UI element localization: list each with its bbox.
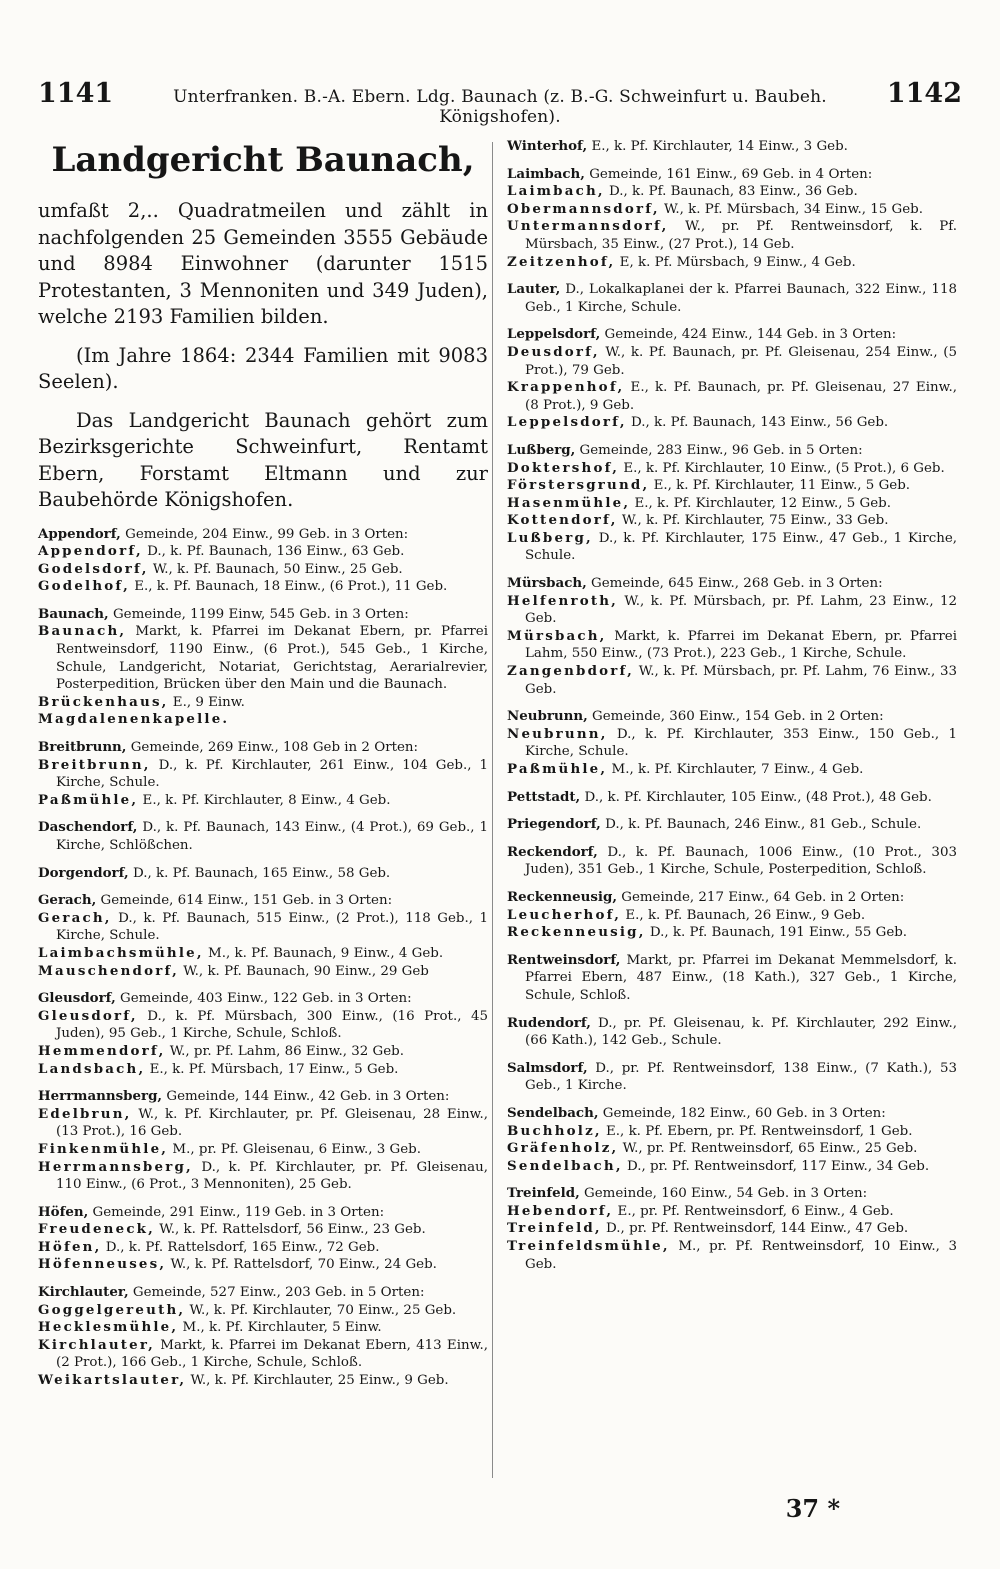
- place-name: Reckenneusig,: [507, 888, 617, 905]
- place-entry: [38, 1141, 488, 1159]
- place-name: Leppelsdorf,: [507, 326, 601, 343]
- place-details: W., k. Pf. Rattelsdorf, 70 Einw., 24 Geb.: [166, 1257, 437, 1273]
- place-details: W., k. Pf. Rattelsdorf, 56 Einw., 23 Geb.: [155, 1222, 426, 1238]
- place-entry: [507, 1238, 957, 1273]
- place-name: Helfenroth,: [507, 592, 619, 609]
- place-name: Dorgendorf,: [38, 864, 129, 881]
- place-entry: [38, 711, 488, 729]
- place-entry: [38, 910, 488, 945]
- entry-group: [507, 816, 957, 834]
- place-name: Laimbach,: [507, 165, 585, 182]
- place-details: D., k. Pf. Baunach, 1006 Einw., (10 Prot., 303 Juden), 351 Geb., 1 Kirche, Schule, Posterpedition, Schloß.: [525, 844, 957, 878]
- place-entry: [38, 1372, 488, 1390]
- municipality-entry: [507, 442, 957, 460]
- entry-group: [507, 952, 957, 1005]
- place-entry: [38, 1159, 488, 1194]
- entry-group: [507, 708, 957, 778]
- entry-group: [38, 606, 488, 729]
- place-details: D., Lokalkaplanei der k. Pfarrei Baunach, 322 Einw., 118 Geb., 1 Kirche, Schule.: [525, 282, 957, 315]
- place-details: W., pr. Pf. Lahm, 86 Einw., 32 Geb.: [165, 1043, 404, 1059]
- place-details: E., pr. Pf. Rentweinsdorf, 6 Einw., 4 Geb.: [613, 1203, 894, 1219]
- place-entry: [38, 792, 488, 810]
- place-name: Salmsdorf,: [507, 1059, 588, 1076]
- entry-group: [507, 281, 957, 316]
- place-details: D., pr. Pf. Rentweinsdorf, 144 Einw., 47 Geb.: [601, 1221, 909, 1237]
- place-name: Hebendorf,: [507, 1202, 614, 1219]
- place-details: Markt, pr. Pfarrei im Dekanat Memmelsdorf, k. Pfarrei Ebern, 487 Einw., (18 Kath.), 327 Geb., 1 Kirche, Schule, Schloß.: [525, 952, 957, 1003]
- place-details: M., k. Pf. Kirchlauter, 7 Einw., 4 Geb.: [607, 762, 864, 777]
- place-entry: [507, 379, 957, 414]
- place-name: Rudendorf,: [507, 1014, 591, 1031]
- place-details: W., pr. Pf. Rentweinsdorf, 65 Einw., 25 Geb.: [618, 1141, 918, 1157]
- municipality-entry: [38, 1088, 488, 1106]
- municipality-entry: [507, 166, 957, 184]
- place-details: E., k. Pf. Kirchlauter, 12 Einw., 5 Geb.: [630, 495, 891, 511]
- place-name: Höfenneuses,: [38, 1256, 167, 1273]
- place-name: Hasenmühle,: [507, 494, 631, 511]
- place-name: Krappenhof,: [507, 379, 625, 396]
- place-name: Höfen,: [38, 1203, 89, 1220]
- place-details: W., k. Pf. Mürsbach, pr. Pf. Lahm, 76 Einw., 33 Geb.: [525, 664, 957, 697]
- place-details: D., pr. Pf. Rentweinsdorf, 117 Einw., 34 Geb.: [622, 1158, 930, 1174]
- right-page-number: 1142: [886, 78, 962, 109]
- municipality-entry: [38, 990, 488, 1008]
- place-details: D., k. Pf. Baunach, 83 Einw., 36 Geb.: [604, 184, 858, 200]
- entry-group: [507, 1015, 957, 1050]
- place-name: Winterhof,: [507, 138, 588, 154]
- place-details: Markt, k. Pfarrei im Dekanat Ebern, pr. Pfarrei Lahm, 550 Einw., (73 Prot.), 223 Geb., 1 Kirche, Schule.: [525, 628, 957, 662]
- place-name: Godelsdorf,: [38, 560, 149, 577]
- place-details: D., k. Pf. Kirchlauter, 353 Einw., 150 Geb., 1 Kirche, Schule.: [525, 726, 957, 760]
- place-details: E., k. Pf. Baunach, 26 Einw., 9 Geb.: [621, 907, 866, 923]
- place-name: Kottendorf,: [507, 512, 618, 529]
- place-entry: [507, 254, 957, 272]
- place-name: Mürsbach,: [507, 627, 607, 644]
- place-details: Markt, k. Pfarrei im Dekanat Ebern, pr. Pfarrei Rentweinsdorf, 1190 Einw., (6 Prot.), 545 Geb., 1 Kirche, Schule, Landgericht, Notariat, Gerichtstag, Aerarialrevier, Posterpedition, Brücken über den Main und die Baunach.: [56, 624, 488, 693]
- place-details: Gemeinde, 614 Einw., 151 Geb. in 3 Orten:: [96, 893, 393, 909]
- place-entry: [507, 512, 957, 530]
- place-entry: [38, 1061, 488, 1079]
- place-details: D., k. Pf. Kirchlauter, 261 Einw., 104 Geb., 1 Kirche, Schule.: [56, 757, 488, 791]
- place-details: Gemeinde, 144 Einw., 42 Geb. in 3 Orten:: [162, 1089, 450, 1105]
- place-details: D., k. Pf. Baunach, 143 Einw., 56 Geb.: [626, 415, 889, 431]
- place-details: Markt, k. Pfarrei im Dekanat Ebern, 413 Einw., (2 Prot.), 166 Geb., 1 Kirche, Schule, Schloß.: [56, 1337, 488, 1371]
- place-entry: [507, 460, 957, 478]
- place-details: D., k. Pf. Kirchlauter, 105 Einw., (48 Prot.), 48 Geb.: [580, 789, 932, 805]
- municipality-entry: [38, 865, 488, 883]
- place-name: Zeitzenhof,: [507, 253, 616, 270]
- place-name: Goggelgereuth,: [38, 1301, 186, 1318]
- place-entry: [38, 694, 488, 712]
- place-entry: [507, 761, 957, 779]
- place-details: Gemeinde, 291 Einw., 119 Geb. in 3 Orten:: [88, 1204, 385, 1220]
- place-name: Lauter,: [507, 281, 561, 298]
- place-details: W., k. Pf. Kirchlauter, 70 Einw., 25 Geb.: [185, 1302, 457, 1318]
- place-name: Neubrunn,: [507, 725, 608, 742]
- place-entry: [507, 344, 957, 379]
- place-name: Daschendorf,: [38, 819, 138, 836]
- place-name: Breitbrunn,: [38, 739, 127, 756]
- place-details: Gemeinde, 645 Einw., 268 Geb. in 3 Orten:: [586, 576, 883, 592]
- left-column: [38, 138, 488, 1400]
- place-name: Magdalenenkapelle.: [38, 711, 230, 728]
- place-name: Zangenbdorf,: [507, 663, 635, 680]
- place-entry: [38, 543, 488, 561]
- running-header: [38, 78, 962, 127]
- entry-group: [507, 789, 957, 807]
- place-name: Brückenhaus,: [38, 693, 169, 710]
- municipality-entry: [507, 1105, 957, 1123]
- entry-group: [507, 326, 957, 432]
- place-details: D., pr. Pf. Gleisenau, k. Pf. Kirchlauter, 292 Einw., (66 Kath.), 142 Geb., Schule.: [525, 1015, 957, 1049]
- place-entry: [38, 1337, 488, 1372]
- section-heading: Landgericht Baunach,: [51, 140, 475, 180]
- place-entry: [507, 593, 957, 628]
- place-entry: [38, 945, 488, 963]
- entry-group: [38, 865, 488, 883]
- place-details: D., k. Pf. Mürsbach, 300 Einw., (16 Prot., 45 Juden), 95 Geb., 1 Kirche, Schule, Schloß.: [56, 1008, 488, 1042]
- entry-group: [38, 892, 488, 980]
- place-name: Gleusdorf,: [38, 1007, 138, 1024]
- municipality-entry: [507, 281, 957, 316]
- place-entry: [38, 1239, 488, 1257]
- place-name: Obermannsdorf,: [507, 200, 660, 217]
- place-details: Gemeinde, 217 Einw., 64 Geb. in 2 Orten:: [616, 889, 905, 905]
- place-details: D., k. Pf. Baunach, 143 Einw., (4 Prot.), 69 Geb., 1 Kirche, Schlößchen.: [56, 820, 488, 853]
- municipality-entry: [507, 952, 957, 1005]
- place-name: Treinfeldsmühle,: [507, 1238, 670, 1255]
- place-details: E., k. Pf. Mürsbach, 17 Einw., 5 Geb.: [145, 1061, 399, 1077]
- place-details: E., k. Pf. Baunach, pr. Pf. Gleisenau, 27 Einw., (8 Prot.), 9 Geb.: [525, 380, 957, 413]
- place-name: Mauschendorf,: [38, 962, 179, 979]
- place-name: Finkenmühle,: [38, 1140, 169, 1157]
- place-entry: [507, 477, 957, 495]
- municipality-entry: [38, 892, 488, 910]
- place-name: Priegendorf,: [507, 816, 601, 833]
- place-name: Leppelsdorf,: [507, 414, 627, 431]
- municipality-entry: [38, 739, 488, 757]
- entry-group: [38, 990, 488, 1078]
- place-name: Landsbach,: [38, 1060, 146, 1077]
- place-name: Sendelbach,: [507, 1104, 599, 1121]
- place-entry: [507, 1158, 957, 1176]
- place-entry: [38, 1221, 488, 1239]
- place-entry: [38, 578, 488, 596]
- place-details: D., k. Pf. Kirchlauter, pr. Pf. Gleisenau, 110 Einw., (6 Prot., 3 Mennoniten), 25 Geb.: [56, 1159, 488, 1193]
- municipality-entry: [507, 789, 957, 807]
- place-name: Kirchlauter,: [38, 1336, 156, 1353]
- place-entry: [507, 1140, 957, 1158]
- place-entry: [38, 561, 488, 579]
- place-details: D., k. Pf. Kirchlauter, 175 Einw., 47 Geb., 1 Kirche, Schule.: [525, 530, 957, 564]
- place-name: Buchholz,: [507, 1122, 602, 1139]
- place-entry: [38, 757, 488, 792]
- entry-group: [507, 138, 957, 156]
- place-entry: [507, 628, 957, 663]
- place-name: Reckendorf,: [507, 843, 598, 860]
- place-details: E., k. Pf. Kirchlauter, 14 Einw., 3 Geb.: [587, 139, 848, 154]
- place-name: Gerach,: [38, 909, 112, 926]
- place-details: E., k. Pf. Kirchlauter, 8 Einw., 4 Geb.: [138, 792, 391, 808]
- place-details: Gemeinde, 527 Einw., 203 Geb. in 5 Orten:: [128, 1285, 425, 1301]
- place-name: Gerach,: [38, 892, 97, 909]
- place-entry: [507, 218, 957, 253]
- place-details: Gemeinde, 269 Einw., 108 Geb in 2 Orten:: [126, 740, 419, 756]
- entry-group: [38, 526, 488, 596]
- place-name: Förstersgrund,: [507, 477, 650, 494]
- place-name: Neubrunn,: [507, 708, 588, 725]
- place-name: Paßmühle,: [507, 761, 608, 777]
- municipality-entry: [507, 326, 957, 344]
- place-name: Edelbrun,: [38, 1105, 132, 1122]
- municipality-entry: [38, 1204, 488, 1222]
- place-details: D., k. Pf. Baunach, 515 Einw., (2 Prot.), 118 Geb., 1 Kirche, Schule.: [56, 910, 488, 944]
- place-name: Rentweinsdorf,: [507, 951, 621, 968]
- place-details: E., 9 Einw.: [168, 694, 245, 710]
- place-entry: [507, 530, 957, 565]
- place-name: Hecklesmühle,: [38, 1319, 179, 1336]
- place-entry: [507, 414, 957, 432]
- place-name: Deusdorf,: [507, 343, 600, 360]
- place-details: W., k. Pf. Baunach, 90 Einw., 29 Geb: [179, 963, 429, 979]
- entry-group: [507, 844, 957, 879]
- place-details: Gemeinde, 161 Einw., 69 Geb. in 4 Orten:: [584, 166, 873, 182]
- place-name: Kirchlauter,: [38, 1284, 129, 1301]
- place-details: W., k. Pf. Mürsbach, pr. Pf. Lahm, 23 Einw., 12 Geb.: [525, 593, 957, 627]
- place-name: Untermannsdorf,: [507, 218, 669, 235]
- place-name: Herrmannsberg,: [38, 1088, 163, 1105]
- place-entry: [38, 623, 488, 693]
- place-entry: [507, 1220, 957, 1238]
- municipality-entry: [38, 606, 488, 624]
- place-name: Breitbrunn,: [38, 756, 151, 773]
- place-details: W., k. Pf. Baunach, pr. Pf. Gleisenau, 254 Einw., (5 Prot.), 79 Geb.: [525, 344, 957, 378]
- place-name: Reckenneusig,: [507, 924, 646, 941]
- entry-group: [507, 166, 957, 272]
- place-details: E., k. Pf. Baunach, 18 Einw., (6 Prot.), 11 Geb.: [129, 579, 448, 595]
- place-name: Appendorf,: [38, 543, 143, 560]
- place-name: Godelhof,: [38, 578, 130, 595]
- place-details: E, k. Pf. Mürsbach, 9 Einw., 4 Geb.: [615, 254, 856, 270]
- municipality-entry: [507, 1185, 957, 1203]
- place-entry: [507, 1203, 957, 1221]
- entry-group: [38, 1284, 488, 1390]
- place-name: Doktershof,: [507, 459, 620, 476]
- place-details: M., pr. Pf. Rentweinsdorf, 10 Einw., 3 Geb.: [525, 1239, 957, 1272]
- place-details: D., k. Pf. Baunach, 191 Einw., 55 Geb.: [645, 925, 908, 941]
- municipality-entry: [38, 819, 488, 854]
- place-details: M., k. Pf. Kirchlauter, 5 Einw.: [178, 1320, 382, 1336]
- entry-group: [38, 1088, 488, 1194]
- place-details: D., k. Pf. Baunach, 136 Einw., 63 Geb.: [142, 544, 405, 560]
- entry-group: [507, 442, 957, 565]
- place-name: Baunach,: [38, 605, 109, 622]
- municipality-entry: [38, 526, 488, 544]
- place-details: D., k. Pf. Baunach, 165 Einw., 58 Geb.: [128, 865, 391, 881]
- place-details: E., k. Pf. Kirchlauter, 10 Einw., (5 Prot.), 6 Geb.: [619, 460, 945, 476]
- entry-group: [507, 1185, 957, 1273]
- place-name: Treinfeld,: [507, 1185, 580, 1202]
- place-name: Lußberg,: [507, 441, 576, 458]
- place-name: Mürsbach,: [507, 575, 587, 592]
- place-name: Hemmendorf,: [38, 1042, 166, 1059]
- place-name: Leucherhof,: [507, 906, 622, 923]
- place-details: D., k. Pf. Rattelsdorf, 165 Einw., 72 Geb.: [101, 1239, 380, 1255]
- place-entry: [507, 495, 957, 513]
- place-entry: [38, 1256, 488, 1274]
- header-title: Unterfranken. B.-A. Ebern. Ldg. Baunach (z. B.-G. Schweinfurt u. Baubeh. Königshofen).: [173, 87, 827, 127]
- place-entry: [507, 183, 957, 201]
- place-details: D., pr. Pf. Rentweinsdorf, 138 Einw., (7 Kath.), 53 Geb., 1 Kirche.: [525, 1060, 957, 1094]
- place-entry: [38, 1008, 488, 1043]
- place-name: Gräfenholz,: [507, 1140, 619, 1157]
- place-entry: [38, 1106, 488, 1141]
- place-entry: [38, 963, 488, 981]
- intro-paragraph: (Im Jahre 1864: 2344 Familien mit 9083 Seelen).: [38, 343, 488, 393]
- place-name: Lußberg,: [507, 529, 593, 546]
- place-entry: [507, 726, 957, 761]
- place-name: Sendelbach,: [507, 1157, 623, 1174]
- place-details: Gemeinde, 424 Einw., 144 Geb. in 3 Orten:: [600, 327, 897, 343]
- place-details: E., k. Pf. Kirchlauter, 11 Einw., 5 Geb.: [649, 478, 911, 494]
- place-name: Laimbachsmühle,: [38, 944, 204, 961]
- place-name: Freudeneck,: [38, 1221, 156, 1238]
- place-name: Gleusdorf,: [38, 990, 116, 1007]
- column-divider: [492, 142, 493, 1478]
- left-page-number: 1141: [38, 78, 114, 109]
- place-details: Gemeinde, 283 Einw., 96 Geb. in 5 Orten:: [575, 442, 863, 458]
- place-details: M., pr. Pf. Gleisenau, 6 Einw., 3 Geb.: [168, 1141, 421, 1157]
- place-entry: [507, 663, 957, 698]
- entry-group: [507, 1060, 957, 1095]
- entry-group: [38, 1204, 488, 1274]
- entry-group: [38, 739, 488, 809]
- place-entry: [507, 907, 957, 925]
- place-entry: [507, 924, 957, 942]
- place-entry: [507, 201, 957, 219]
- place-name: Höfen,: [38, 1238, 102, 1255]
- place-details: Gemeinde, 360 Einw., 154 Geb. in 2 Orten:: [587, 709, 884, 725]
- entry-group: [507, 575, 957, 698]
- right-column: [507, 138, 957, 1283]
- place-details: Gemeinde, 1199 Einw, 545 Geb. in 3 Orten:: [108, 606, 409, 622]
- place-details: D., k. Pf. Baunach, 246 Einw., 81 Geb., Schule.: [600, 817, 922, 833]
- entry-group: [38, 819, 488, 854]
- municipality-entry: [507, 844, 957, 879]
- place-name: Appendorf,: [38, 525, 121, 542]
- place-name: Herrmannsberg,: [38, 1158, 193, 1175]
- intro-paragraph: umfaßt 2,.. Quadratmeilen und zählt in nachfolgenden 25 Gemeinden 3555 Gebäude und 8984 Einwohner (darunter 1515 Protestanten, 3 Mennoniten und 349 Juden), welche 2193 Familien bilden.: [38, 199, 488, 328]
- entry-group: [507, 889, 957, 942]
- municipality-entry: [38, 1284, 488, 1302]
- place-name: Weikartslauter,: [38, 1372, 187, 1389]
- place-details: Gemeinde, 160 Einw., 54 Geb. in 3 Orten:: [579, 1186, 868, 1202]
- municipality-entry: [507, 138, 957, 156]
- place-details: Gemeinde, 204 Einw., 99 Geb. in 3 Orten:: [120, 526, 409, 542]
- signature-mark: 37 *: [785, 1494, 840, 1523]
- place-name: Treinfeld,: [507, 1220, 602, 1237]
- place-details: W., k. Pf. Kirchlauter, 25 Einw., 9 Geb.: [186, 1373, 449, 1389]
- municipality-entry: [507, 1015, 957, 1050]
- intro-paragraph: Das Landgericht Baunach gehört zum Bezirksgerichte Schweinfurt, Rentamt Ebern, Forstamt Eltmann und zur Baubehörde Königshofen.: [38, 408, 488, 511]
- place-entry: [38, 1302, 488, 1320]
- place-details: W., pr. Pf. Rentweinsdorf, k. Pf. Mürsbach, 35 Einw., (27 Prot.), 14 Geb.: [525, 219, 957, 252]
- municipality-entry: [507, 889, 957, 907]
- place-details: M., k. Pf. Baunach, 9 Einw., 4 Geb.: [203, 945, 444, 961]
- place-name: Laimbach,: [507, 183, 605, 200]
- place-details: E., k. Pf. Ebern, pr. Pf. Rentweinsdorf, 1 Geb.: [601, 1123, 913, 1139]
- place-name: Paßmühle,: [38, 791, 139, 808]
- place-details: W., k. Pf. Kirchlauter, 75 Einw., 33 Geb.: [617, 513, 889, 529]
- municipality-entry: [507, 708, 957, 726]
- municipality-entry: [507, 816, 957, 834]
- place-details: W., k. Pf. Kirchlauter, pr. Pf. Gleisenau, 28 Einw., (13 Prot.), 16 Geb.: [56, 1106, 488, 1140]
- place-name: Pettstadt,: [507, 788, 581, 805]
- municipality-entry: [507, 1060, 957, 1095]
- place-entry: [507, 1123, 957, 1141]
- place-details: Gemeinde, 182 Einw., 60 Geb. in 3 Orten:: [598, 1105, 886, 1121]
- place-entry: [38, 1319, 488, 1337]
- place-name: Baunach,: [38, 623, 127, 640]
- municipality-entry: [507, 575, 957, 593]
- place-details: W., k. Pf. Mürsbach, 34 Einw., 15 Geb.: [659, 201, 923, 217]
- entry-group: [507, 1105, 957, 1175]
- place-details: Gemeinde, 403 Einw., 122 Geb. in 3 Orten:: [115, 991, 412, 1007]
- place-details: W., k. Pf. Baunach, 50 Einw., 25 Geb.: [148, 561, 403, 577]
- place-entry: [38, 1043, 488, 1061]
